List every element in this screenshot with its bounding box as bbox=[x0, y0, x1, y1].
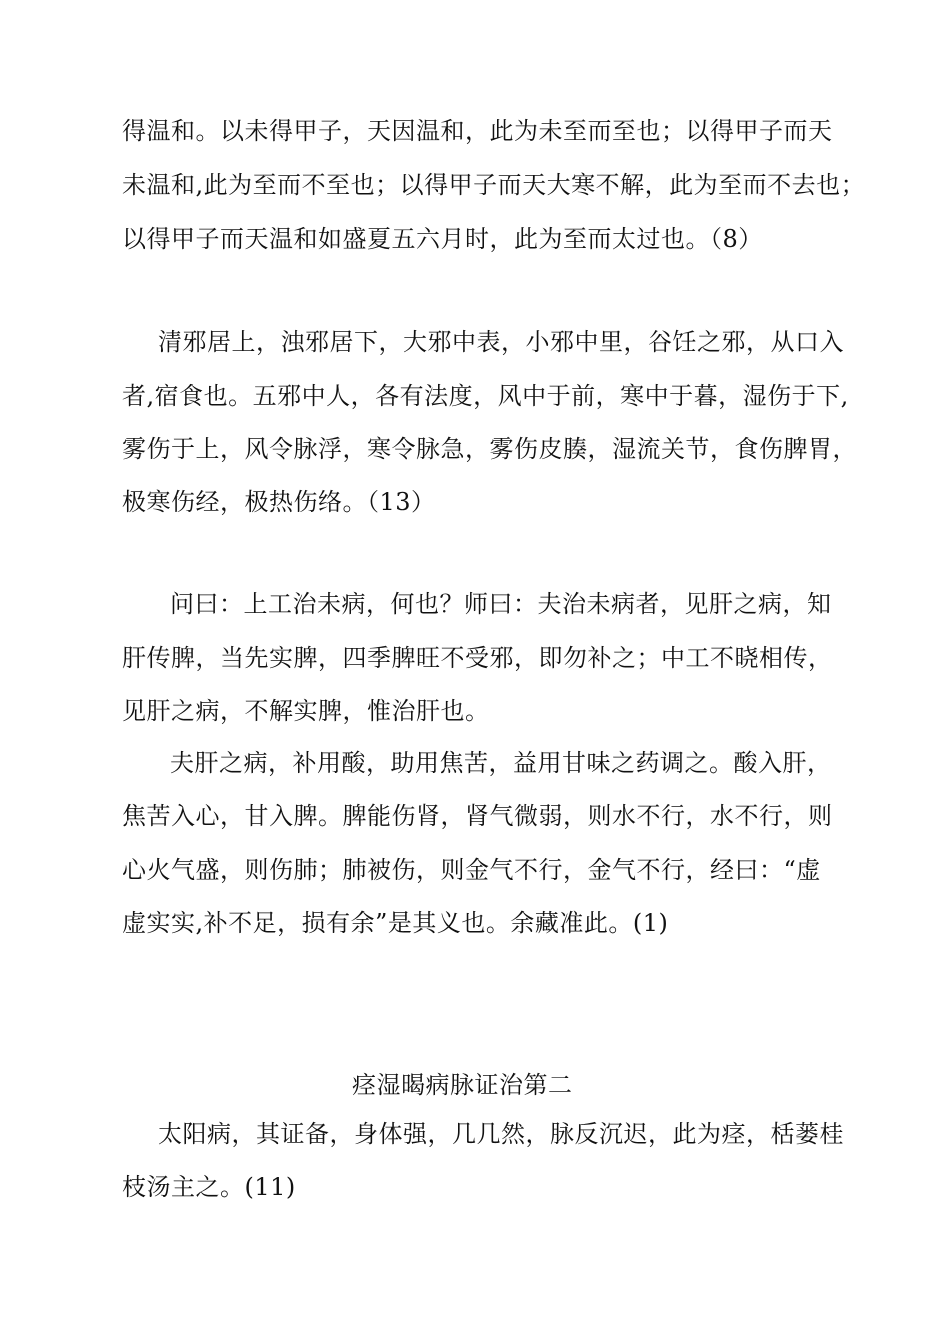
section-title: 痉湿暍病脉证治第二 bbox=[352, 1071, 573, 1099]
text-line: 太阳病，其证备，身体强，几几然，脉反沉迟，此为痉，栝蒌桂 bbox=[158, 1120, 844, 1148]
text-line: 雾伤于上，风令脉浮，寒令脉急，雾伤皮腠，湿流关节，食伤脾胃， bbox=[122, 435, 857, 463]
text-line: 焦苦入心，甘入脾。脾能伤肾，肾气微弱，则水不行，水不行，则 bbox=[122, 802, 833, 830]
text-line: 肝传脾，当先实脾，四季脾旺不受邪，即勿补之；中工不晓相传， bbox=[122, 644, 833, 672]
text-line: 问曰：上工治未病，何也？师曰：夫治未病者，见肝之病，知 bbox=[170, 590, 832, 618]
text-line: 夫肝之病，补用酸，助用焦苦，益用甘味之药调之。酸入肝， bbox=[170, 749, 832, 777]
text-line: 得温和。以未得甲子，天因温和，此为未至而至也；以得甲子而天 bbox=[122, 117, 833, 145]
text-line: 心火气盛，则伤肺；肺被伤，则金气不行，金气不行，经曰：“虚 bbox=[122, 856, 821, 884]
text-line: 以得甲子而天温和如盛夏五六月时，此为至而太过也。（8） bbox=[122, 225, 763, 253]
text-line: 未温和,此为至而不至也；以得甲子而天大寒不解，此为至而不去也； bbox=[122, 171, 866, 199]
text-line: 虚实实,补不足，损有余”是其义也。余藏准此。(1) bbox=[122, 909, 669, 937]
text-line: 极寒伤经，极热伤络。（13） bbox=[122, 488, 436, 516]
text-line: 清邪居上，浊邪居下，大邪中表，小邪中里，谷饪之邪，从口入 bbox=[158, 328, 844, 356]
text-line: 枝汤主之。(11) bbox=[122, 1173, 296, 1201]
text-line: 者,宿食也。五邪中人，各有法度，风中于前，寒中于暮，湿伤于下, bbox=[122, 382, 849, 410]
text-line: 见肝之病，不解实脾，惟治肝也。 bbox=[122, 697, 490, 725]
